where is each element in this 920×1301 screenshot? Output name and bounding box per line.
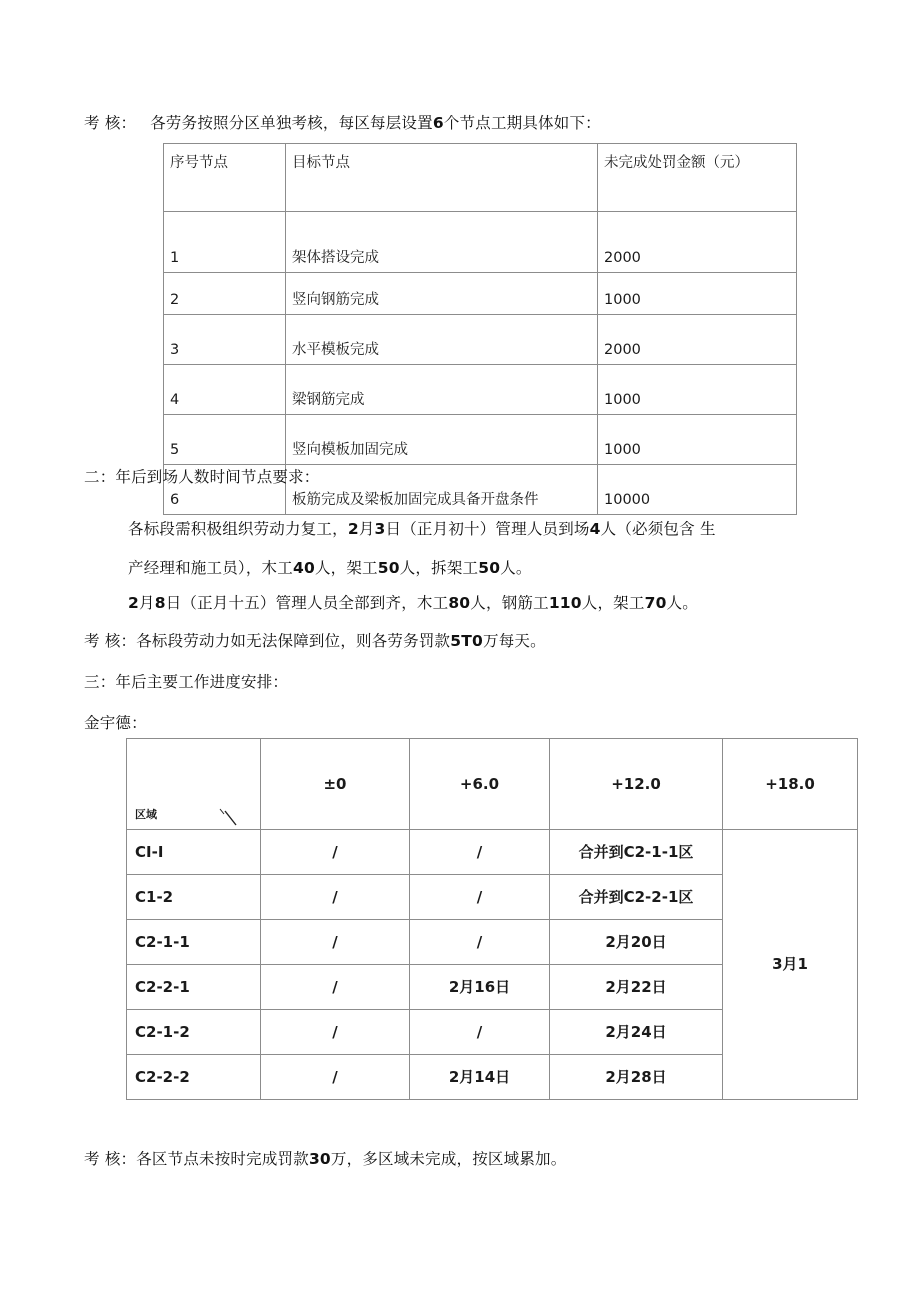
para-text-4: 人。 [666, 594, 698, 612]
cell-level-0: / [261, 920, 410, 965]
header-cell-level-6: +6.0 [410, 739, 550, 830]
milestone-penalty-table [163, 143, 797, 515]
cell-level-12: 2月20日 [550, 920, 723, 965]
diagonal-divider-icon [216, 805, 242, 827]
cell-level-0: / [261, 830, 410, 875]
section-two-para-1-line-2 [128, 557, 532, 580]
para-day-num: 3 [374, 520, 386, 538]
table-row [164, 415, 797, 465]
cell-level-6: / [410, 875, 550, 920]
para-text: 产经理和施工员），木工 [128, 559, 293, 577]
para-text-3: 人（必须包含 生 [600, 520, 716, 538]
cell-level-0: / [261, 965, 410, 1010]
cell-level-12: 2月28日 [550, 1055, 723, 1100]
table-row [164, 273, 797, 315]
header-cell-target: 目标节点 [286, 144, 598, 212]
kaohe-text-2-tail: 万每天。 [483, 632, 546, 650]
section-two-para-2 [128, 592, 698, 615]
kaohe-number-3: 30 [308, 1150, 331, 1168]
cell-zone: C1-2 [127, 875, 261, 920]
table-row [164, 212, 797, 273]
para-month-unit: 月 [358, 520, 375, 538]
header-cell-zone-corner [127, 739, 261, 830]
cell-penalty: 1000 [598, 273, 797, 315]
para-text-3: 人，拆架工 [399, 559, 479, 577]
kaohe-text-3-tail: 万，多区域未完成，按区域累加。 [330, 1150, 567, 1168]
para-text: 日（正月十五）管理人员全部到齐，木工 [165, 594, 449, 612]
kaohe-line-1 [84, 112, 601, 135]
rebar-worker-count: 110 [548, 594, 582, 612]
kaohe-number-1: 6 [432, 114, 444, 132]
cell-level-18-merged: 3月1 [723, 830, 858, 1100]
table-row [127, 830, 858, 875]
cell-index: 1 [164, 212, 286, 273]
cell-penalty: 2000 [598, 315, 797, 365]
para-month-num: 2 [128, 594, 139, 612]
schedule-table-caption: 金宇德： [84, 714, 147, 732]
cell-level-12: 合并到C2-2-1区 [550, 875, 723, 920]
para-month-num: 2 [347, 520, 359, 538]
cell-target: 水平模板完成 [286, 315, 598, 365]
cell-target: 板筋完成及梁板加固完成具备开盘条件 [286, 465, 598, 515]
cell-penalty: 1000 [598, 365, 797, 415]
cell-index: 6 [164, 465, 286, 515]
carpenter-count-2: 80 [448, 594, 471, 612]
cell-level-12: 2月22日 [550, 965, 723, 1010]
cell-zone: C2-2-2 [127, 1055, 261, 1100]
cell-zone: C2-2-1 [127, 965, 261, 1010]
kaohe-text-3: 各区节点未按时完成罚款 [136, 1150, 309, 1168]
header-cell-index: 序号节点 [164, 144, 286, 212]
cell-level-6: / [410, 1010, 550, 1055]
cell-penalty: 2000 [598, 212, 797, 273]
kaohe-number-2: 5T0 [450, 632, 483, 650]
cell-level-6: 2月16日 [410, 965, 550, 1010]
kaohe-label-1: 考 核： [84, 114, 137, 132]
para-text-2: 人，架工 [314, 559, 378, 577]
kaohe-line-2 [84, 630, 546, 653]
section-two-heading: 二：年后到场人数时间节点要求： [84, 468, 320, 486]
carpenter-count: 40 [292, 559, 315, 577]
table-header-row [164, 144, 797, 212]
cell-index: 3 [164, 315, 286, 365]
header-cell-level-12: +12.0 [550, 739, 723, 830]
table-header-row [127, 739, 858, 830]
cell-target: 竖向模板加固完成 [286, 415, 598, 465]
cell-level-6: / [410, 830, 550, 875]
cell-level-6: / [410, 920, 550, 965]
dismantler-count: 50 [478, 559, 501, 577]
header-cell-level-18: +18.0 [723, 739, 858, 830]
section-two-para-1-line-1 [128, 518, 716, 541]
para-month-unit: 月 [139, 594, 155, 612]
cell-zone: C2-1-1 [127, 920, 261, 965]
scaffolder-count: 50 [377, 559, 400, 577]
cell-target: 梁钢筋完成 [286, 365, 598, 415]
kaohe-text-1: 各劳务按照分区单独考核，每区每层设置 [150, 114, 433, 132]
para-text-3: 人，架工 [581, 594, 645, 612]
kaohe-line-3 [84, 1148, 566, 1171]
cell-level-6: 2月14日 [410, 1055, 550, 1100]
cell-level-12: 2月24日 [550, 1010, 723, 1055]
cell-index: 5 [164, 415, 286, 465]
cell-zone: CI-I [127, 830, 261, 875]
section-three-heading: 三：年后主要工作进度安排： [84, 673, 289, 691]
para-text-2: 日（正月初十）管理人员到场 [385, 520, 590, 538]
para-count-num: 4 [589, 520, 601, 538]
cell-target: 架体搭设完成 [286, 212, 598, 273]
cell-level-0: / [261, 1010, 410, 1055]
para-text-2: 人，钢筋工 [470, 594, 549, 612]
kaohe-label-3: 考 核： [84, 1150, 137, 1168]
para-text-4: 人。 [500, 559, 532, 577]
cell-level-0: / [261, 1055, 410, 1100]
cell-zone: C2-1-2 [127, 1010, 261, 1055]
scaffolder-count-2: 70 [644, 594, 667, 612]
kaohe-label-2: 考 核： [84, 632, 137, 650]
kaohe-text-1-tail: 个节点工期具体如下： [443, 114, 601, 132]
cell-level-12: 合并到C2-1-1区 [550, 830, 723, 875]
zone-schedule-table [126, 738, 858, 1100]
para-text: 各标段需积极组织劳动力复工， [128, 520, 348, 538]
kaohe-text-2: 各标段劳动力如无法保障到位，则各劳务罚款 [136, 632, 451, 650]
cell-target: 竖向钢筋完成 [286, 273, 598, 315]
header-cell-penalty: 未完成处罚金额（元） [598, 144, 797, 212]
cell-penalty: 10000 [598, 465, 797, 515]
cell-penalty: 1000 [598, 415, 797, 465]
para-day-num: 8 [154, 594, 166, 612]
corner-zone-label: 区域 [135, 808, 157, 822]
cell-level-0: / [261, 875, 410, 920]
cell-index: 4 [164, 365, 286, 415]
table-row [164, 365, 797, 415]
header-cell-level-0: ±0 [261, 739, 410, 830]
table-row [164, 315, 797, 365]
cell-index: 2 [164, 273, 286, 315]
